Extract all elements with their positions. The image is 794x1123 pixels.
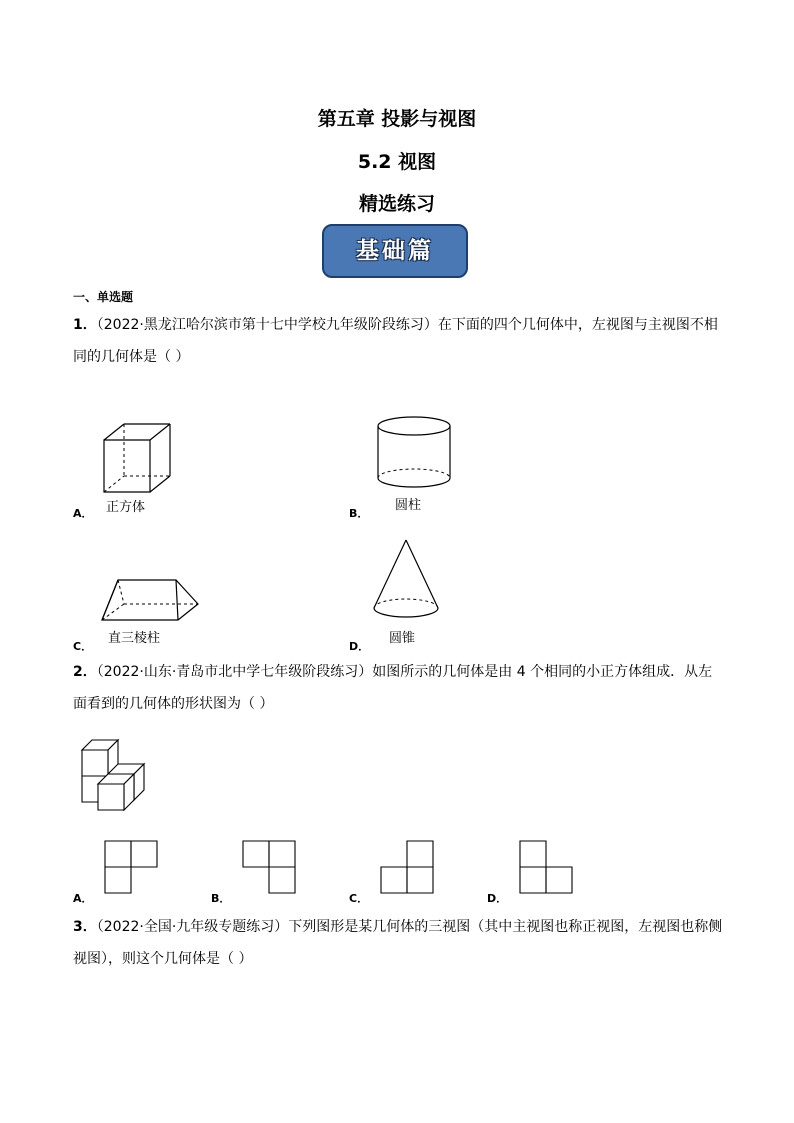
- option-c-figure: [380, 840, 434, 894]
- question-2: 2．（2022·山东·青岛市北中学七年级阶段练习）如图所示的几何体是由 4 个相同的小正方体组成．从左面看到的几何体的形状图为（ ）: [73, 664, 713, 712]
- section-title: 5.2 视图: [357, 151, 437, 173]
- question-number: 1: [73, 317, 83, 333]
- cylinder-figure: [374, 414, 454, 492]
- question-1: 1．（2022·黑龙江哈尔滨市第十七中学校九年级阶段练习）在下面的四个几何体中，左视图与主视图不相同的几何体是（ ）: [73, 317, 718, 365]
- question-text: 下列图形是某几何体的三视图（其中主视图也称正视图，左视图也称侧视图），则这个几何体是（ ）: [73, 919, 723, 967]
- question-source: （2022·黑龙江哈尔滨市第十七中学校九年级阶段练习）: [96, 317, 438, 333]
- option-letter: D．: [349, 640, 370, 653]
- option-caption: 正方体: [106, 500, 146, 515]
- chapter-title: 第五章 投影与视图: [317, 108, 477, 130]
- option-caption: 直三棱柱: [108, 631, 161, 646]
- question-source: （2022·全国·九年级专题练习）: [96, 919, 289, 935]
- question-number: 2: [73, 664, 83, 680]
- option-letter: C．: [349, 892, 369, 905]
- question-3: 3．（2022·全国·九年级专题练习）下列图形是某几何体的三视图（其中主视图也称正视图，左视图也称侧视图），则这个几何体是（ ）: [73, 919, 723, 967]
- cube-stack-figure: [78, 734, 148, 812]
- option-letter: C．: [73, 640, 93, 653]
- option-letter: B．: [349, 507, 369, 520]
- option-letter: A．: [73, 892, 93, 905]
- option-caption: 圆锥: [389, 631, 416, 646]
- practice-subtitle: 精选练习: [358, 193, 435, 215]
- option-letter: B．: [211, 892, 231, 905]
- cone-figure: [370, 536, 442, 626]
- option-letter: A．: [73, 507, 93, 520]
- question-source: （2022·山东·青岛市北中学七年级阶段练习）: [96, 664, 373, 680]
- option-caption: 圆柱: [395, 498, 422, 513]
- level-badge: 基础篇: [322, 224, 468, 278]
- option-d-figure: [519, 840, 573, 894]
- option-letter: D．: [487, 892, 508, 905]
- question-number: 3: [73, 919, 83, 935]
- section-label: 一、单选题: [73, 290, 134, 304]
- question-text: 在下面的四个几何体中，左视图与主视图不相同的几何体是（ ）: [73, 317, 718, 365]
- prism-figure: [98, 576, 202, 624]
- option-a-figure: [104, 840, 158, 894]
- question-text: 如图所示的几何体是由 4 个相同的小正方体组成．从左面看到的几何体的形状图为（ ）: [73, 664, 713, 712]
- cube-figure: [100, 420, 172, 500]
- option-b-figure: [242, 840, 296, 894]
